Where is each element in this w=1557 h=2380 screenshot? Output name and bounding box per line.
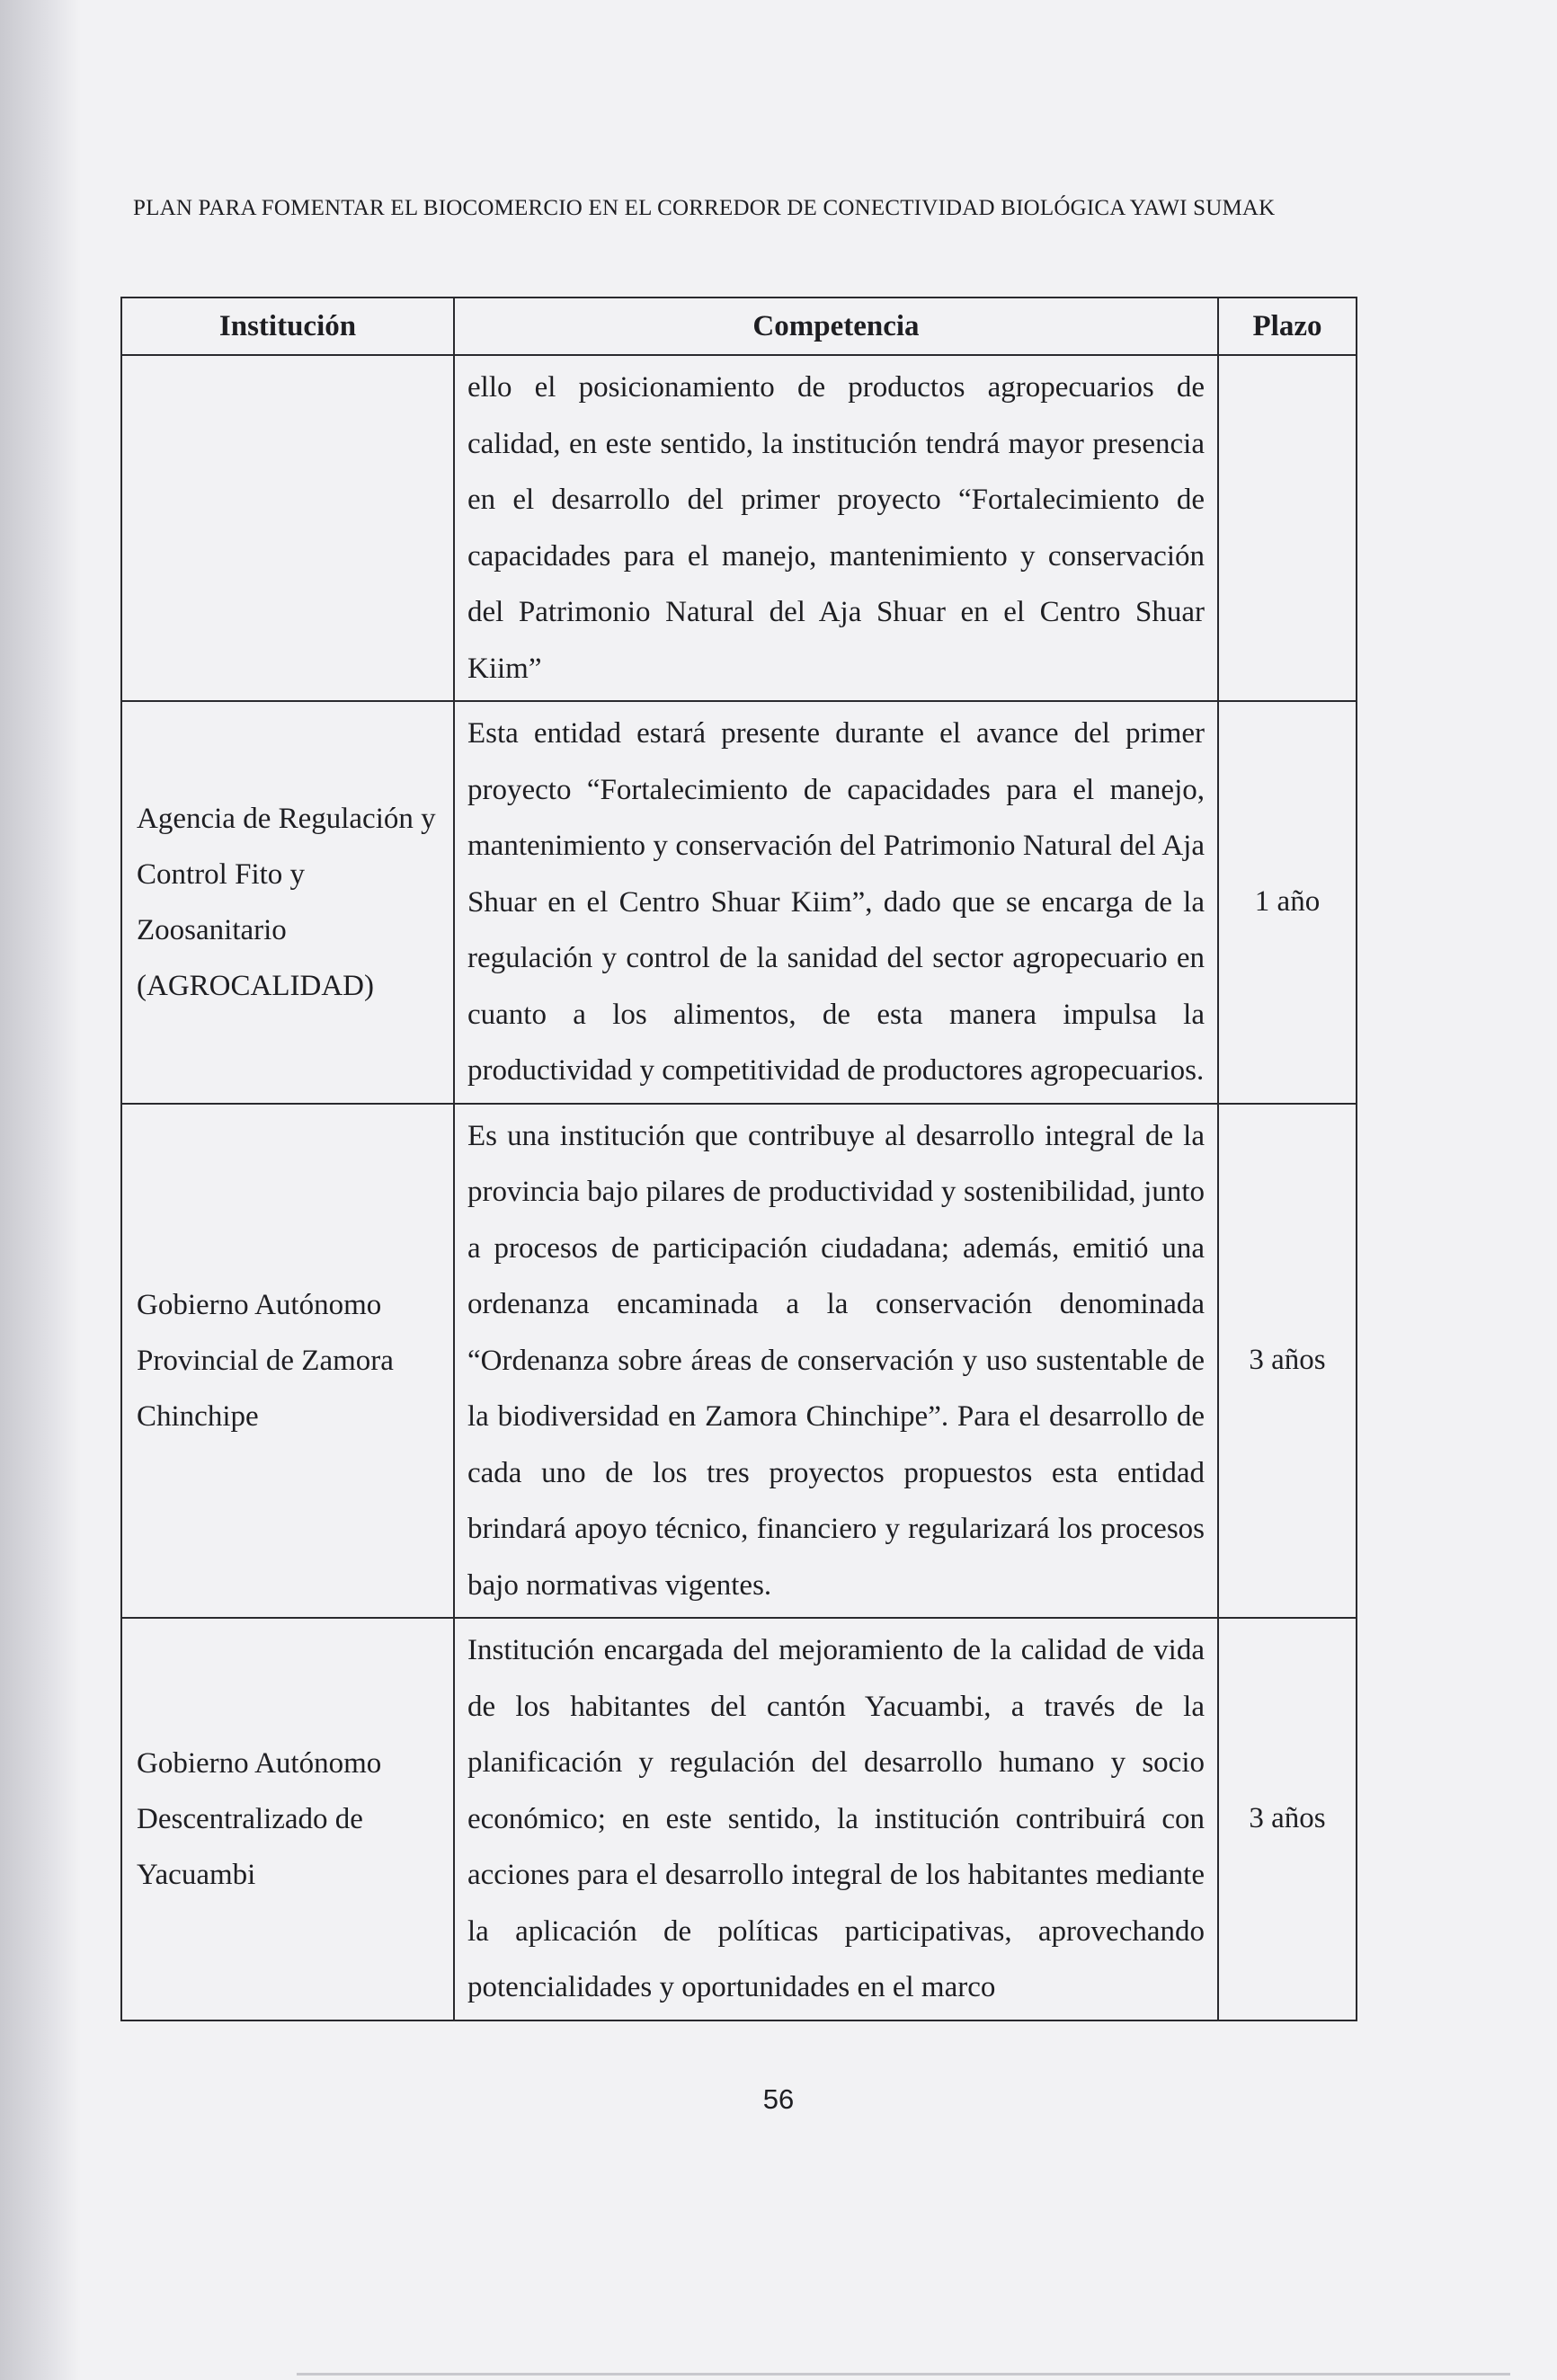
institucion-cell: Gobierno Autónomo Provincial de Zamora Chinchipe: [121, 1104, 454, 1619]
column-header-competencia: Competencia: [454, 298, 1218, 355]
plazo-cell: [1218, 355, 1357, 701]
competencia-cell: ello el posicionamiento de productos agropecuarios de calidad, en este sentido, la institución tendrá mayor presencia en el desarrollo del primer proyecto “Fortalecimiento de capacidades para el manejo, mantenimiento y conservación del Patrimonio Natural del Aja Shuar en el Centro Shuar Kiim”: [454, 355, 1218, 701]
table-row: [121, 1618, 1357, 2020]
plazo-cell: 1 año: [1218, 701, 1357, 1104]
table-row: [121, 701, 1357, 1104]
institucion-cell: Agencia de Regulación y Control Fito y Zoosanitario (AGROCALIDAD): [121, 701, 454, 1104]
competencies-table: [120, 297, 1357, 2021]
column-header-institucion: Institución: [121, 298, 454, 355]
plazo-cell: 3 años: [1218, 1104, 1357, 1619]
page-edge-shadow: [0, 0, 81, 2380]
bottom-divider: [297, 2373, 1510, 2376]
table-row: [121, 355, 1357, 701]
institucion-cell: [121, 355, 454, 701]
plazo-cell: 3 años: [1218, 1618, 1357, 2020]
competencia-cell: Es una institución que contribuye al desarrollo integral de la provincia bajo pilares de productividad y sostenibilidad, junto a procesos de participación ciudadana; además, emitió una ordenanza encaminada a la conservación denominada “Ordenanza sobre áreas de conservación y uso sustentable de la biodiversidad en Zamora Chinchipe”. Para el desarrollo de cada uno de los tres proyectos propuestos esta entidad brindará apoyo técnico, financiero y regularizará los procesos bajo normativas vigentes.: [454, 1104, 1218, 1619]
competencia-cell: Esta entidad estará presente durante el avance del primer proyecto “Fortalecimiento de capacidades para el manejo, mantenimiento y conservación del Patrimonio Natural del Aja Shuar en el Centro Shuar Kiim”, dado que se encarga de la regulación y control de la sanidad del sector agropecuario en cuanto a los alimentos, de esta manera impulsa la productividad y competitividad de productores agropecuarios.: [454, 701, 1218, 1104]
table-row: [121, 1104, 1357, 1619]
competencia-cell: Institución encargada del mejoramiento de la calidad de vida de los habitantes del cantón Yacuambi, a través de la planificación y regulación del desarrollo humano y socio económico; en este sentido, la institución contribuirá con acciones para el desarrollo integral de los habitantes mediante la aplicación de políticas participativas, aprovechando potencialidades y oportunidades en el marco: [454, 1618, 1218, 2020]
running-header: PLAN PARA FOMENTAR EL BIOCOMERCIO EN EL CORREDOR DE CONECTIVIDAD BIOLÓGICA YAWI SUMAK: [133, 196, 1276, 220]
page-number: 56: [762, 2083, 795, 2115]
table-header-row: [121, 298, 1357, 355]
institucion-cell: Gobierno Autónomo Descentralizado de Yacuambi: [121, 1618, 454, 2020]
column-header-plazo: Plazo: [1218, 298, 1357, 355]
